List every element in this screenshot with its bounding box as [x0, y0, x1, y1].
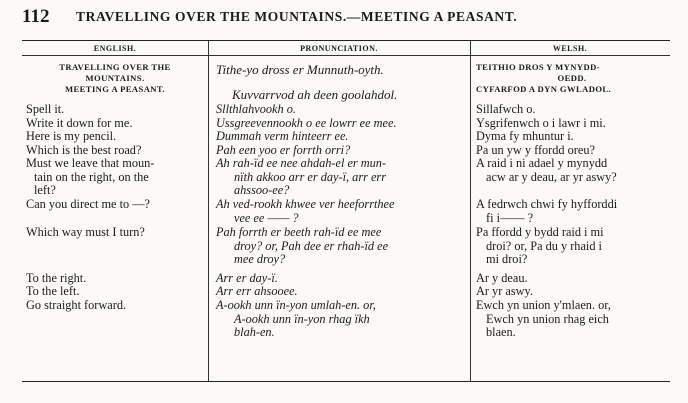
section-heading-pronunciation-1: Tithe-yo dross er Munnuth-oyth. — [216, 62, 384, 77]
phrase-line: Spell it. — [26, 102, 65, 116]
phrase-line: ahssoo-ee? — [234, 183, 290, 198]
pronunciation-phrase — [216, 226, 388, 267]
phrase-line: Pa un yw y ffordd oreu? — [476, 143, 595, 157]
section-line: TRAVELLING OVER THE — [59, 62, 171, 72]
pronunciation-phrase — [216, 103, 296, 117]
phrase-line: Pa ffordd y bydd raid i mi — [476, 225, 604, 239]
column-header-welsh: WELSH. — [552, 44, 588, 53]
phrase-line: Dummah verm hinteerr ee. — [216, 129, 349, 143]
phrase-line: Can you direct me to —? — [26, 197, 150, 211]
header-rule-english — [22, 55, 208, 56]
phrase-line: Ussgreevennookh o ee lowrr ee mee. — [216, 116, 397, 130]
phrase-line: mee droy? — [234, 252, 286, 267]
section-line: TEITHIO DROS Y MYNYDD- — [476, 62, 600, 72]
phrase-line: Sllthlahvookh o. — [216, 102, 296, 116]
phrase-line: A raid i ni adael y mynydd — [476, 156, 608, 170]
phrase-line: nïth akkoo arr er day-ï, arr err — [234, 169, 386, 184]
phrase-line: Ewch yn union rhag eich — [486, 311, 609, 326]
welsh-phrase — [476, 157, 617, 184]
pronunciation-phrase — [216, 285, 298, 299]
running-title: TRAVELLING OVER THE MOUNTAINS.—MEETING A PEASANT. — [76, 9, 518, 24]
section-heading-english — [26, 62, 204, 95]
column-divider-1 — [208, 41, 209, 381]
header-rule-pronunciation — [208, 55, 470, 56]
phrase-line: blah-en. — [234, 325, 275, 340]
phrase-line: Ar y deau. — [476, 271, 528, 285]
welsh-phrase — [476, 285, 533, 299]
column-divider-2 — [470, 41, 471, 381]
welsh-phrase — [476, 198, 617, 225]
phrase-line: mi droi? — [486, 252, 528, 267]
phrase-line: fi i—— ? — [486, 210, 534, 225]
welsh-phrase — [476, 103, 535, 117]
english-phrase — [26, 285, 79, 299]
phrase-line: blaen. — [486, 325, 516, 340]
phrase-line: Ar yr aswy. — [476, 284, 533, 298]
phrase-line: Here is my pencil. — [26, 129, 117, 143]
phrase-line: acw ar y deau, ar yr aswy? — [486, 169, 617, 184]
welsh-phrase — [476, 226, 604, 267]
phrase-line: Which is the best road? — [26, 143, 142, 157]
section-line: MEETING A PEASANT. — [65, 84, 165, 94]
pronunciation-phrase — [216, 130, 349, 144]
welsh-phrase — [476, 299, 611, 340]
page-number: 112 — [22, 6, 50, 27]
section-line: MOUNTAINS. — [85, 73, 145, 83]
english-phrase — [26, 226, 145, 240]
phrase-line: Ewch yn union y'mlaen. or, — [476, 298, 611, 312]
column-header-english: ENGLISH. — [93, 44, 137, 53]
phrase-line: Arr er day-ï. — [216, 271, 278, 285]
phrase-table — [22, 40, 670, 382]
phrase-line: droi? or, Pa du y rhaid i — [486, 238, 602, 253]
phrase-line: Ah rah-ïd ee nee ahdah-el er mun- — [216, 156, 387, 170]
welsh-phrase — [476, 130, 574, 144]
section-line: OEDD. — [557, 73, 587, 83]
section-heading-welsh — [476, 62, 668, 95]
phrase-line: Arr err ahsooee. — [216, 284, 298, 298]
english-phrase — [26, 130, 116, 144]
header-rule-welsh — [470, 55, 670, 56]
english-phrase — [26, 198, 150, 212]
phrase-line: To the left. — [26, 284, 80, 298]
pronunciation-phrase — [216, 299, 376, 340]
english-phrase — [26, 103, 64, 117]
phrase-line: vee ee —— ? — [234, 210, 299, 225]
english-phrase — [26, 299, 126, 313]
section-heading-pronunciation-2: Kuvvarrvod ah deen goolahdol. — [232, 87, 398, 102]
phrase-line: A-ookh unn ïn-yon umlah-en. or, — [216, 298, 376, 312]
phrase-line: Pah een yoo er forrth orri? — [216, 143, 351, 157]
phrase-line: Must we leave that moun- — [26, 156, 155, 170]
phrase-line: droy? or, Pah dee er rhah-ïd ee — [234, 238, 389, 253]
phrase-line: tain on the right, on the — [34, 169, 149, 184]
phrase-line: Sillafwch o. — [476, 102, 536, 116]
phrase-line: To the right. — [26, 271, 87, 285]
english-phrase — [26, 157, 154, 198]
phrase-line: Pah forrth er beeth rah-ïd ee mee — [216, 225, 382, 239]
phrase-line: Ysgrifenwch o i lawr i mi. — [476, 116, 606, 130]
phrase-line: left? — [34, 183, 56, 198]
pronunciation-phrase — [216, 198, 394, 225]
column-header-pronunciation: PRONUNCIATION. — [300, 44, 378, 53]
phrase-line: A fedrwch chwi fy hyfforddi — [476, 197, 618, 211]
phrase-line: Ah ved-rookh khwee ver heeforrthee — [216, 197, 395, 211]
phrase-line: Go straight forward. — [26, 298, 127, 312]
pronunciation-phrase — [216, 157, 386, 198]
phrase-line: A-ookh unn ïn-yon rhag ïkh — [234, 311, 370, 326]
page-header — [22, 6, 672, 28]
phrase-line: Dyma fy mhuntur i. — [476, 129, 574, 143]
phrase-line: Which way must I turn? — [26, 225, 145, 239]
phrase-line: Write it down for me. — [26, 116, 133, 130]
section-line: CYFARFOD A DYN GWLADOL. — [476, 84, 612, 94]
